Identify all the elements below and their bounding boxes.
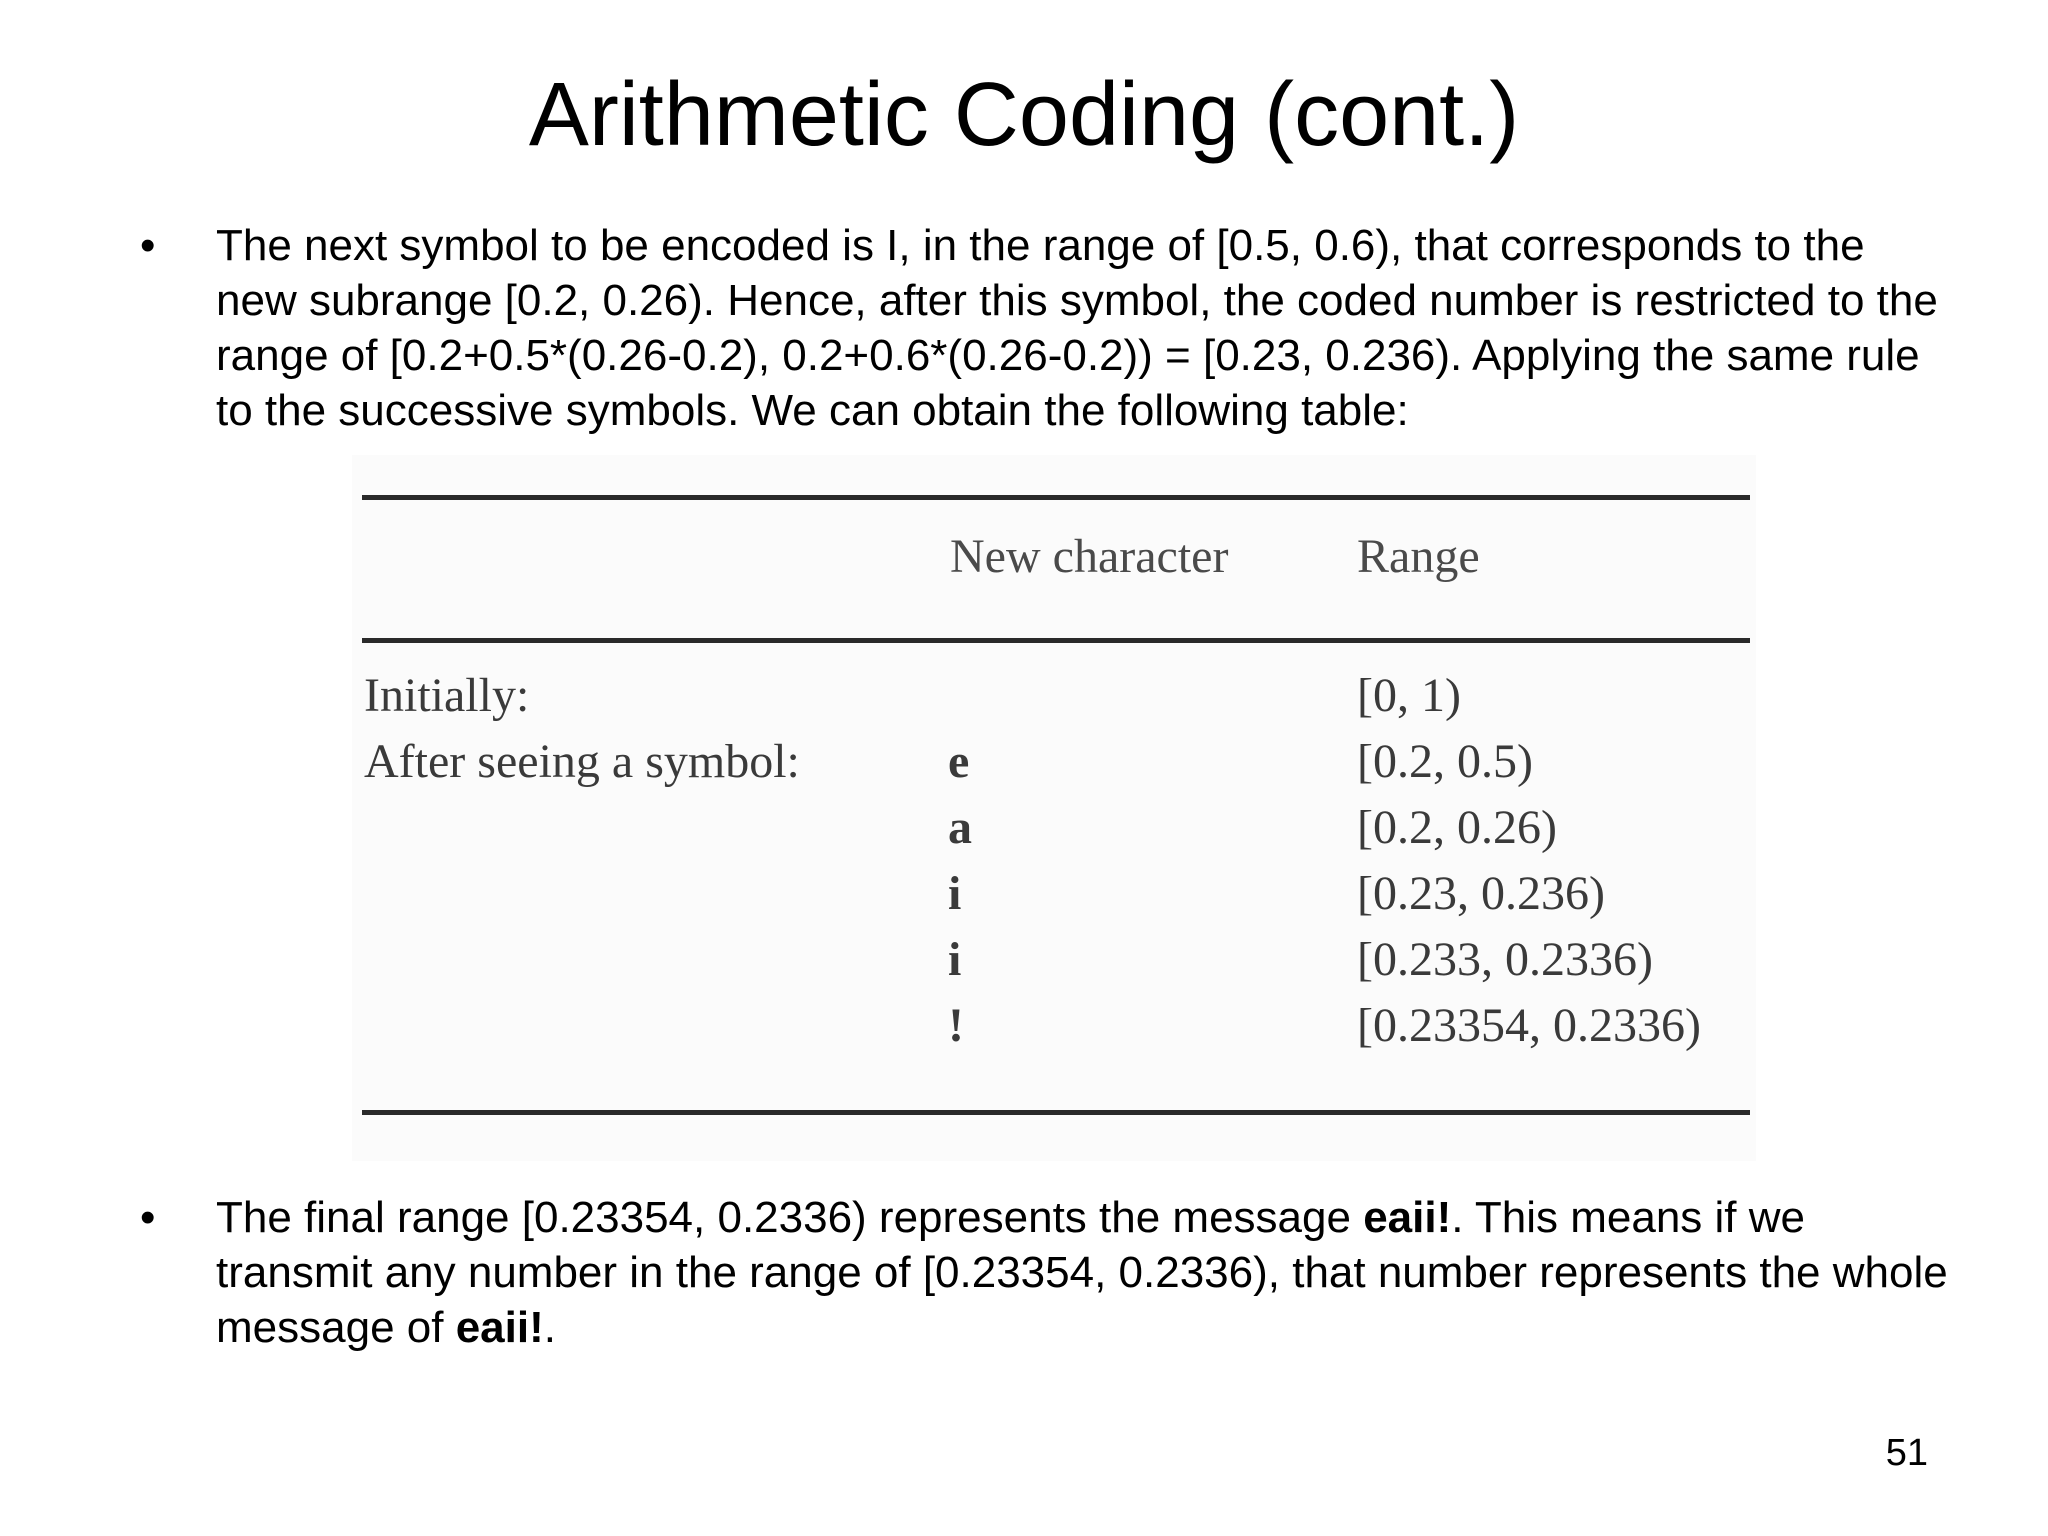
table-row-range: [0.2, 0.26) (1357, 801, 1557, 854)
page-number: 51 (1885, 1432, 1928, 1474)
table-row-range: [0.23354, 0.2336) (1357, 999, 1701, 1052)
table-row-label: After seeing a symbol: (364, 735, 800, 788)
table-row-character: e (948, 735, 970, 788)
slide-title: Arithmetic Coding (cont.) (528, 65, 1520, 165)
table-top-rule (362, 495, 1750, 500)
bullet-text: The next symbol to be encoded is I, in the range of [0.5, 0.6), that corresponds to the new subrange [0.2, 0.26). Hence, after this symbol, the coded number is restricted to the range of [0.2+0.5*(0.26-0.2), 0.2+0.6*(0.26-0.2)) = [0.23, 0.236). Applying the same rule to the successive symbols. We can obtain the following table: (216, 221, 1938, 435)
table-header-new-character: New character (950, 530, 1229, 583)
table-row-character: i (948, 867, 962, 920)
table-row-range: [0.233, 0.2336) (1357, 933, 1653, 986)
bullet-text-segment: . (543, 1303, 556, 1352)
bullet-marker: • (140, 1193, 156, 1242)
table-row-range: [0.23, 0.236) (1357, 867, 1605, 920)
range-table (352, 455, 1756, 1161)
bullet-marker: • (140, 221, 156, 270)
bold-message: eaii! (1363, 1193, 1452, 1242)
table-row-character: ! (948, 999, 964, 1052)
table-header-range: Range (1357, 530, 1480, 583)
table-row-character: a (948, 801, 972, 854)
table-row-range: [0, 1) (1357, 669, 1461, 722)
bold-message: eaii! (455, 1303, 544, 1352)
table-header-rule (362, 638, 1750, 643)
table-bottom-rule (362, 1110, 1750, 1115)
table-row-label: Initially: (364, 669, 530, 722)
bullet-text-segment: . This means if we transmit any number in the range of [0.23354, 0.2336), that number represents the whole message of (216, 1193, 1948, 1352)
table-row-range: [0.2, 0.5) (1357, 735, 1533, 788)
table-row-character: i (948, 933, 962, 986)
bullet-text (216, 1190, 1956, 1355)
bullet-text-segment: The final range [0.23354, 0.2336) represents the message (216, 1193, 1364, 1242)
